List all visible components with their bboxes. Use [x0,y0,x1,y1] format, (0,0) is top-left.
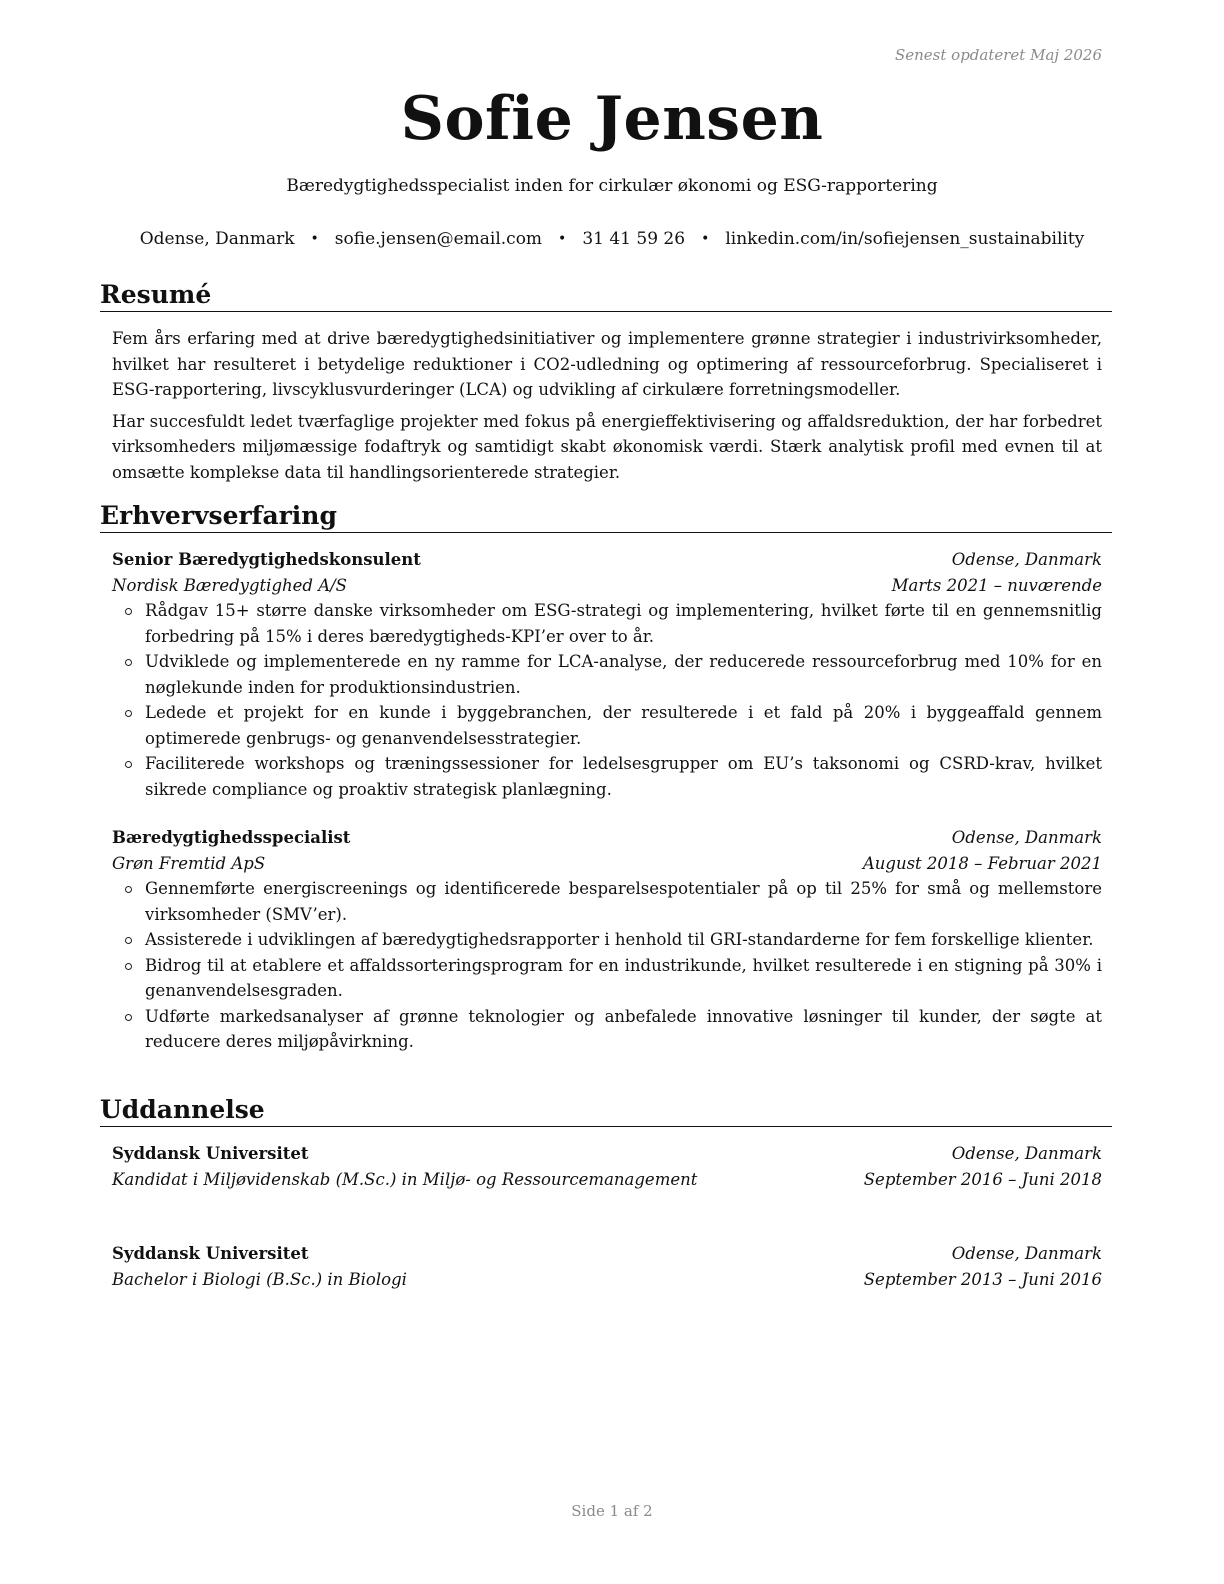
education-location: Odense, Danmark [951,1144,1102,1163]
job-dates: August 2018 – Februar 2021 [862,853,1102,873]
education-school: Syddansk Universitet [112,1244,309,1263]
contact-email[interactable]: sofie.jensen@email.com [334,229,543,249]
summary-paragraph: Har succesfuldt ledet tværfaglige projekter med fokus på energieffektivisering og affaldsreduktion, der har forbedret virksomheders miljømæssige fodaftryk og samtidigt skabt økonomisk værdi. Stærk analytisk profil med evnen til at omsætte komplekse data til handlingsorienterede strategier. [112,411,1102,482]
job-location: Odense, Danmark [951,828,1102,847]
job-header-row [112,825,1102,851]
candidate-name: Sofie Jensen [400,84,824,154]
education-subheader-row [112,1267,1102,1293]
section-title-education: Uddannelse [100,1095,1112,1127]
education-dates: September 2013 – Juni 2016 [863,1269,1102,1289]
list-item: Rådgav 15+ større danske virksomheder om ESG-strategi og implementering, hvilket førte til en gennemsnitlig forbedring på 15% i deres bæredygtigheds-KPI’er over to år. [112,598,1102,649]
list-item: Udførte markedsanalyser af grønne teknologier og anbefalede innovative løsninger til kunder, der søgte at reducere deres miljøpåvirkning. [112,1004,1102,1055]
job-company: Nordisk Bæredygtighed A/S [112,575,347,595]
education-degree: Kandidat i Miljøvidenskab (M.Sc.) in Miljø- og Ressourcemanagement [112,1169,698,1189]
education-school: Syddansk Universitet [112,1144,309,1163]
summary-paragraph: Fem års erfaring med at drive bæredygtighedsinitiativer og implementere grønne strategier i industrivirksomheder, hvilket har resulteret i betydelige reduktioner i CO2-udledning og optimering af ressourceforbrug. Specialiseret i ESG-rapportering, livscyklusvurderinger (LCA) og udvikling af cirkulære forretningsmodeller. [112,329,1102,399]
list-item: Udviklede og implementerede en ny ramme for LCA-analyse, der reducerede ressourceforbrug med 10% for en nøglekunde inden for produktionsindustrien. [112,649,1102,700]
section-title-summary: Resumé [100,280,1112,312]
list-item: Ledede et projekt for en kunde i byggebranchen, der resulterede i et fald på 20% i byggeaffald gennem optimerede genbrugs- og genanvendelsesstrategier. [112,700,1102,751]
education-header-row [112,1141,1102,1167]
education-degree: Bachelor i Biologi (B.Sc.) in Biologi [112,1269,407,1289]
education-subheader-row [112,1167,1102,1193]
education-entry [112,1241,1102,1292]
last-updated: Senest opdateret Maj 2026 [894,46,1102,64]
bullet-separator-icon: • [558,231,567,247]
job-entry [112,547,1102,802]
education-entry [112,1141,1102,1192]
bullet-separator-icon: • [310,231,319,247]
job-bullet-list [112,876,1102,1055]
list-item: Gennemførte energiscreenings og identificerede besparelsespotentialer på op til 25% for små og mellemstore virksomheder (SMV’er). [112,876,1102,927]
job-header-row [112,547,1102,573]
contact-location: Odense, Danmark [139,229,295,249]
summary-block [112,326,1102,491]
job-subheader-row [112,573,1102,599]
job-role: Bæredygtighedsspecialist [112,828,351,847]
job-role: Senior Bæredygtighedskonsulent [112,550,421,569]
list-item: Bidrog til at etablere et affaldssorteringsprogram for en industrikunde, hvilket resulterede i en stigning på 30% i genanvendelsesgraden. [112,953,1102,1004]
contact-phone[interactable]: 31 41 59 26 [582,229,686,249]
education-dates: September 2016 – Juni 2018 [863,1169,1102,1189]
job-dates: Marts 2021 – nuværende [891,575,1102,595]
contact-line [0,229,1224,249]
job-subheader-row [112,851,1102,877]
bullet-separator-icon: • [701,231,710,247]
job-entry [112,825,1102,1055]
contact-linkedin[interactable]: linkedin.com/in/sofiejensen_sustainability [725,229,1085,249]
list-item: Assisterede i udviklingen af bæredygtighedsrapporter i henhold til GRI-standarderne for fem forskellige klienter. [112,927,1102,953]
job-bullet-list [112,598,1102,802]
education-header-row [112,1241,1102,1267]
page-number: Side 1 af 2 [571,1502,653,1520]
job-location: Odense, Danmark [951,550,1102,569]
section-title-experience: Erhvervserfaring [100,501,1112,533]
list-item: Faciliterede workshops og træningssessioner for ledelsesgrupper om EU’s taksonomi og CSRD-krav, hvilket sikrede compliance og proaktiv strategisk planlægning. [112,751,1102,802]
candidate-tagline: Bæredygtighedsspecialist inden for cirkulær økonomi og ESG-rapportering [286,176,938,196]
education-location: Odense, Danmark [951,1244,1102,1263]
job-company: Grøn Fremtid ApS [112,853,266,873]
